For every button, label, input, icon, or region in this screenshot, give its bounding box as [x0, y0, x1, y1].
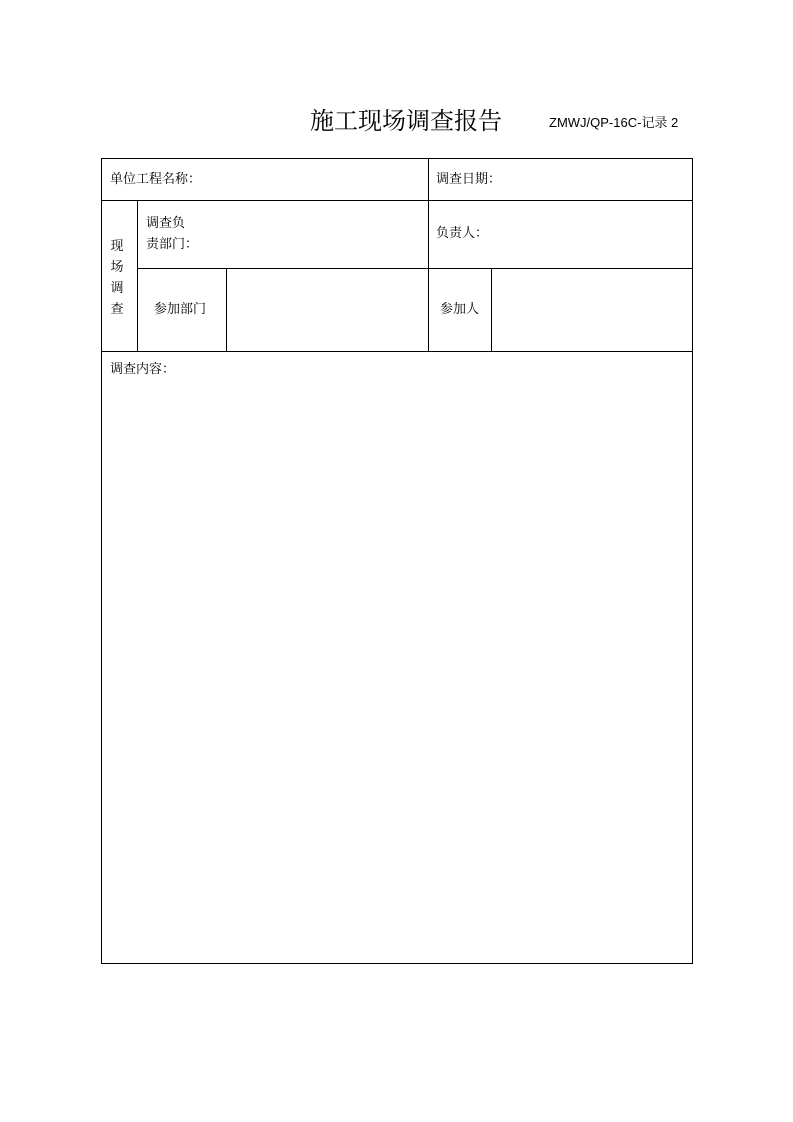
- col-divider-person-value: [491, 268, 492, 351]
- row-divider-1: [102, 200, 692, 201]
- col-divider-dept-value: [226, 268, 227, 351]
- site-survey-char-4: 查: [110, 302, 124, 317]
- site-survey-char-1: 现: [110, 239, 124, 254]
- row-divider-2: [137, 268, 692, 269]
- participating-dept-label: 参加部门: [154, 302, 207, 317]
- page-title: 施工现场调查报告: [310, 107, 502, 135]
- survey-form: [101, 158, 693, 964]
- site-survey-label: [109, 236, 125, 320]
- document-code: ZMWJ/QP-16C-记录 2: [549, 115, 679, 130]
- responsible-person-label: 负责人：: [436, 226, 489, 241]
- row-divider-3: [102, 351, 692, 352]
- participants-label: 参加人: [440, 302, 480, 317]
- site-survey-char-2: 场: [110, 260, 124, 275]
- unit-project-name-label: 单位工程名称：: [110, 172, 202, 187]
- survey-content-label: 调查内容：: [110, 362, 176, 377]
- site-survey-char-3: 调: [110, 281, 124, 296]
- survey-date-label: 调查日期：: [436, 172, 502, 187]
- responsible-dept-label-line2: 责部门：: [146, 237, 199, 252]
- col-divider-site-label: [137, 200, 138, 351]
- col-divider-main: [428, 159, 429, 351]
- responsible-dept-label-line1: 调查负: [146, 216, 186, 231]
